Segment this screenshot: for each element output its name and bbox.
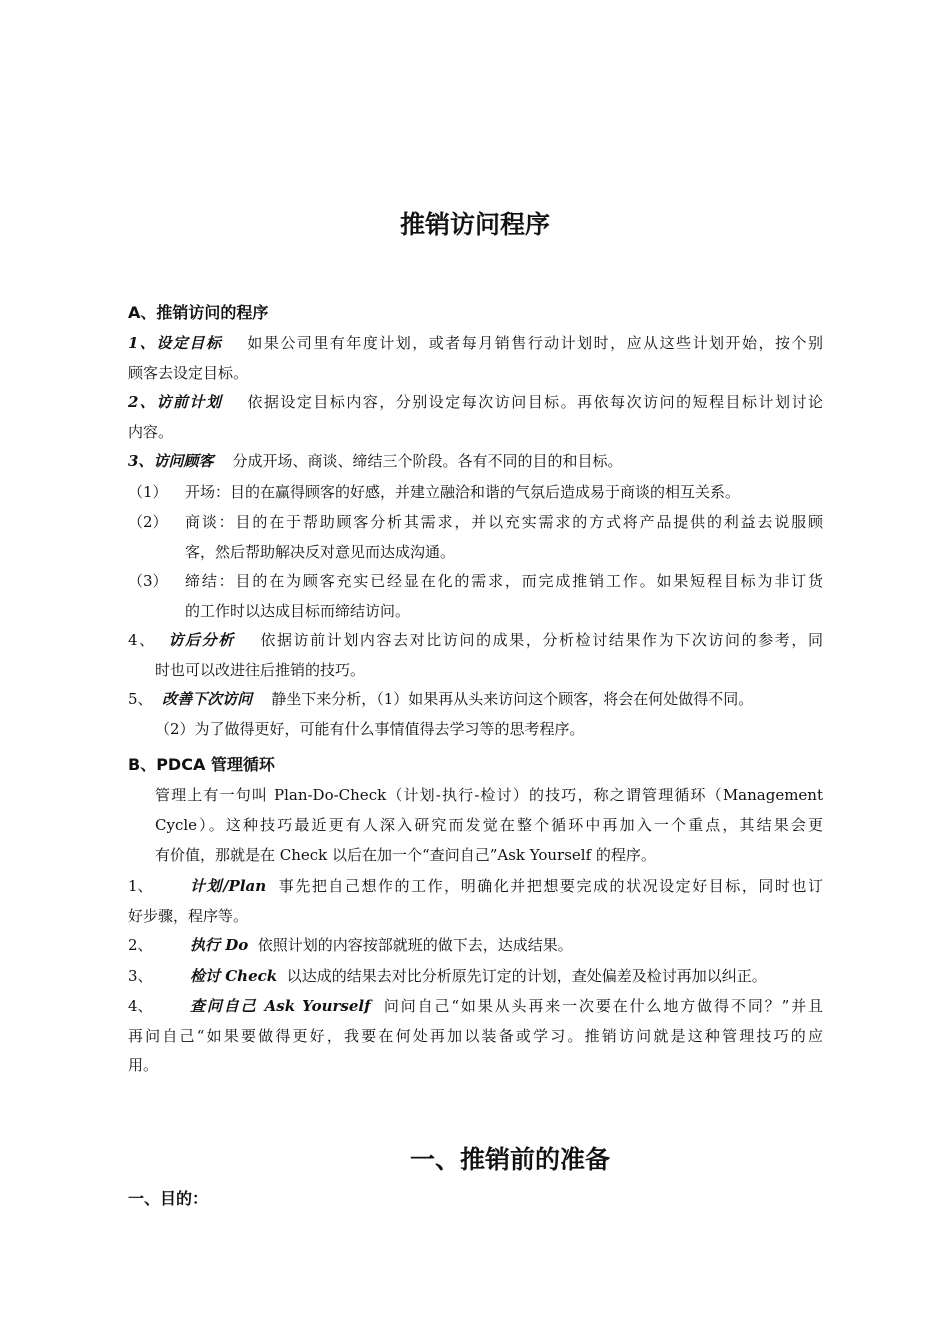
item-5-num: 5、 <box>128 690 153 708</box>
sub-2-text: 商谈：目的在于帮助顾客分析其需求，并以充实需求的方式将产品提供的利益去说服顾 <box>185 513 823 531</box>
pdca-3 <box>190 967 767 985</box>
item-3 <box>128 452 623 470</box>
pdca-3-label: 检讨 Check <box>190 967 278 985</box>
item-4-num: 4、 <box>128 631 156 649</box>
item-5-label: 改善下次访问 <box>162 690 253 708</box>
item-1-label: 设定目标 <box>156 334 223 352</box>
item-3-text: 分成开场、商谈、缔结三个阶段。各有不同的目的和目标。 <box>232 452 623 470</box>
item-2-cont: 内容。 <box>128 423 174 441</box>
pdca-4-label: 查问自己 Ask Yourself <box>190 997 371 1015</box>
sub-3-num: （3） <box>128 572 168 590</box>
item-2-num: 2、 <box>128 393 157 411</box>
pdca-2 <box>190 936 573 954</box>
pdca-intro-2: Cycle）。这种技巧最近更有人深入研究而发觉在整个循环中再加入一个重点，其结果会更 <box>155 816 823 834</box>
pdca-2-num: 2、 <box>128 936 153 954</box>
pdca-1-label: 计划/Plan <box>190 877 267 895</box>
pdca-3-num: 3、 <box>128 967 153 985</box>
pdca-2-label: 执行 Do <box>190 936 249 954</box>
item-2 <box>128 393 823 411</box>
pdca-1-num: 1、 <box>128 877 153 895</box>
pdca-4 <box>190 997 823 1015</box>
item-2-text: 依据设定目标内容，分别设定每次访问目标。再依每次访问的短程目标计划讨论 <box>247 393 823 411</box>
pdca-4-text: 问问自己“如果从头再来一次要在什么地方做得不同？”并且 <box>383 997 823 1015</box>
section-a-heading: A、推销访问的程序 <box>128 303 269 322</box>
section-b-heading: B、PDCA 管理循环 <box>128 755 275 774</box>
sub-3-cont: 的工作时以达成目标而缔结访问。 <box>185 602 411 620</box>
pdca-1-cont: 好步骤，程序等。 <box>128 907 249 925</box>
item-5-text: 静坐下来分析，（1）如果再从头来访问这个顾客，将会在何处做得不同。 <box>271 690 754 708</box>
page-title: 推销访问程序 <box>399 210 550 239</box>
chapter-heading: 一、推销前的准备 <box>409 1145 610 1174</box>
item-3-label: 访问顾客 <box>153 452 214 470</box>
purpose-heading: 一、目的： <box>128 1189 209 1208</box>
pdca-intro-1: 管理上有一句叫 Plan-Do-Check（计划-执行-检讨）的技巧，称之谓管理循环（Management <box>155 786 823 804</box>
item-1-text: 如果公司里有年度计划，或者每月销售行动计划时，应从这些计划开始，按个别 <box>247 334 823 352</box>
item-5 <box>128 690 753 708</box>
item-4 <box>128 631 823 649</box>
pdca-4-cont-1: 再问自己“如果要做得更好，我要在何处再加以装备或学习。推销访问就是这种管理技巧的应 <box>128 1027 823 1045</box>
item-1-num: 1、 <box>128 334 157 352</box>
pdca-3-text: 以达成的结果去对比分析原先订定的计划，查处偏差及检讨再加以纠正。 <box>286 967 767 985</box>
pdca-4-num: 4、 <box>128 997 153 1015</box>
sub-3-text: 缔结：目的在为顾客充实已经显在化的需求，而完成推销工作。如果短程目标为非订货 <box>185 572 823 590</box>
sub-1-num: （1） <box>128 483 168 501</box>
sub-2-cont: 客，然后帮助解决反对意见而达成沟通。 <box>185 543 456 561</box>
item-1 <box>128 334 823 352</box>
item-4-text: 依据访前计划内容去对比访问的成果，分析检讨结果作为下次访问的参考，同 <box>260 631 823 649</box>
pdca-1 <box>190 877 823 895</box>
item-2-label: 访前计划 <box>156 393 223 411</box>
pdca-intro-3: 有价值，那就是在 Check 以后在加一个“查问自己”Ask Yourself 的程序。 <box>155 846 656 864</box>
sub-2-num: （2） <box>128 513 168 531</box>
item-1-cont: 顾客去设定目标。 <box>128 364 249 382</box>
item-4-cont: 时也可以改进往后推销的技巧。 <box>155 661 366 679</box>
sub-1-text: 开场：目的在赢得顾客的好感，并建立融洽和谐的气氛后造成易于商谈的相互关系。 <box>185 483 741 501</box>
pdca-1-text: 事先把自己想作的工作，明确化并把想要完成的状况设定好目标，同时也订 <box>278 877 823 895</box>
item-4-label: 访后分析 <box>168 631 235 649</box>
item-3-num: 3、 <box>128 452 154 470</box>
pdca-2-text: 依照计划的内容按部就班的做下去，达成结果。 <box>257 936 573 954</box>
pdca-4-cont-2: 用。 <box>128 1056 159 1074</box>
item-5-cont: （2）为了做得更好，可能有什么事情值得去学习等的思考程序。 <box>155 720 585 738</box>
